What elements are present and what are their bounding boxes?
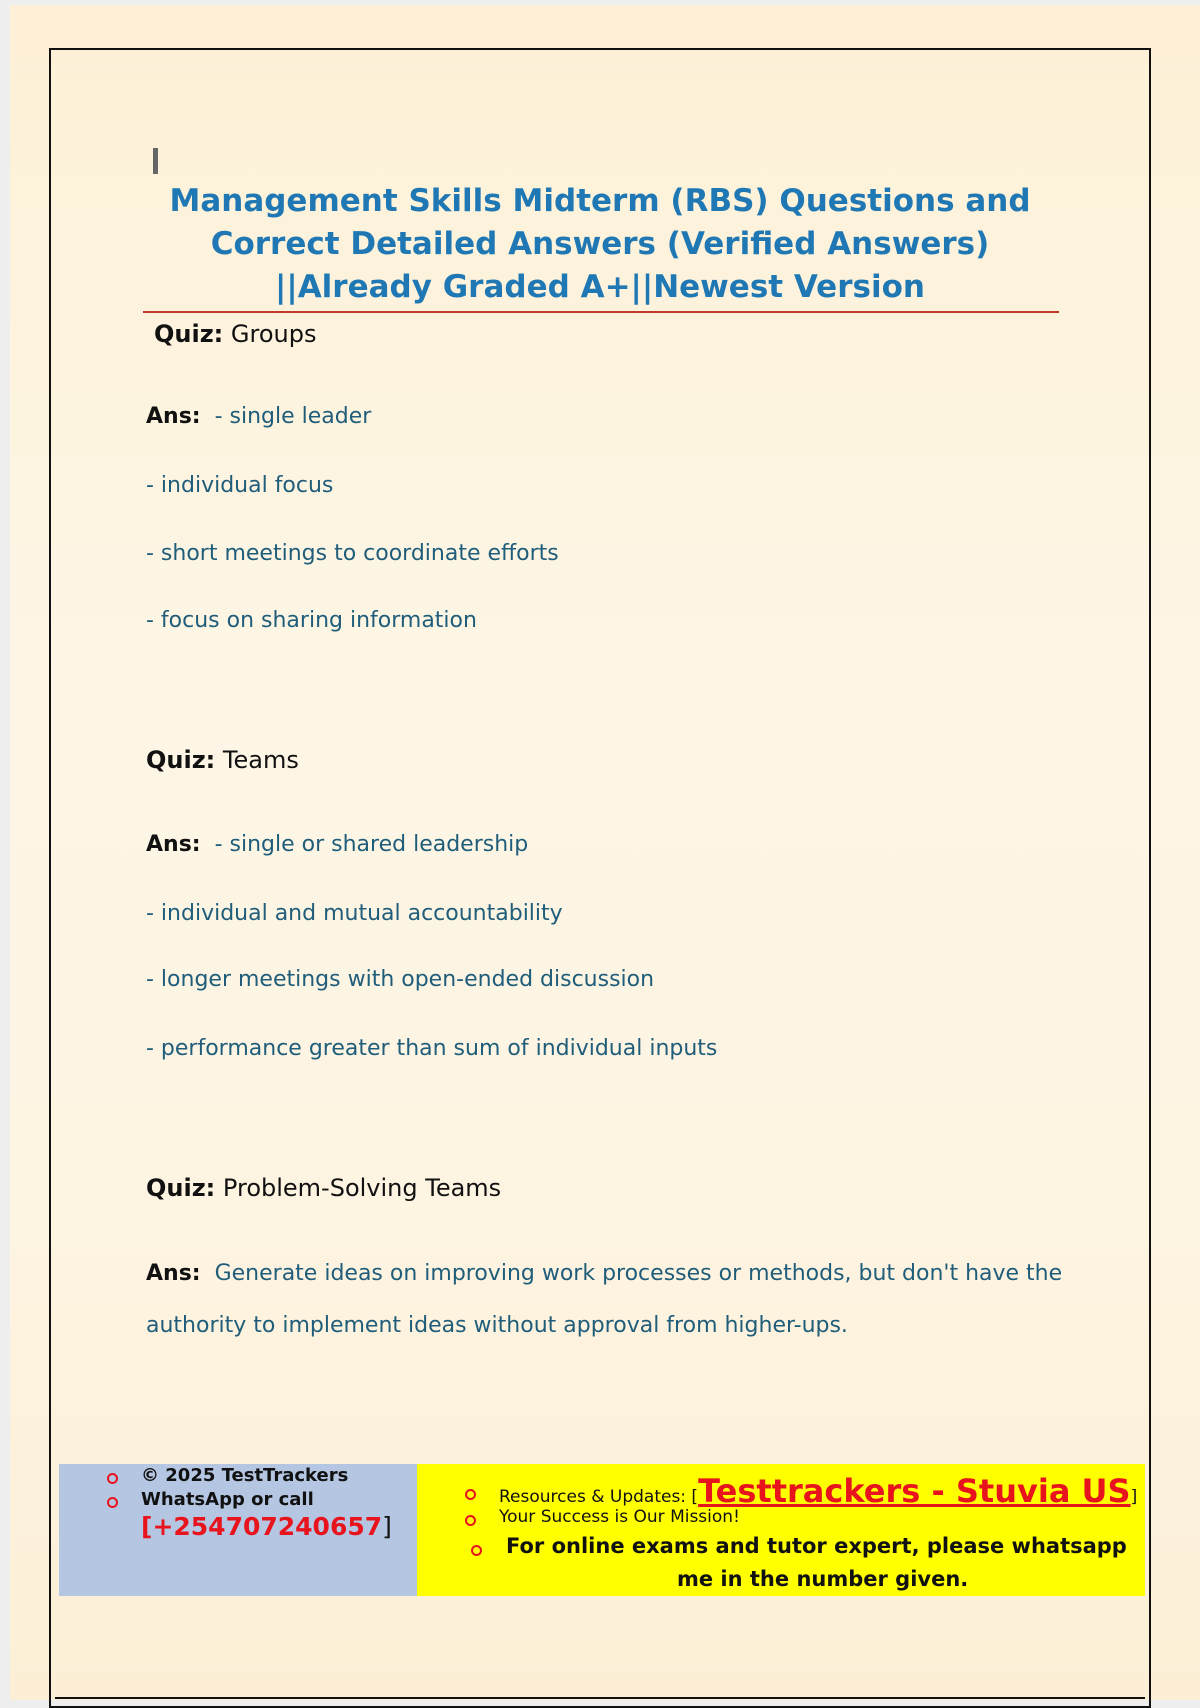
resources-close-bracket: ] xyxy=(1130,1487,1138,1507)
title-line-1: Management Skills Midterm (RBS) Questions and xyxy=(169,183,1031,219)
footer-offer-line-1: For online exams and tutor expert, please whatsapp xyxy=(506,1534,1127,1558)
answer-1-line-4: - focus on sharing information xyxy=(146,608,477,633)
footer-whatsapp-label: WhatsApp or call xyxy=(141,1489,314,1510)
phone-number[interactable]: +254707240657 xyxy=(152,1512,383,1541)
answer-1-first: - single leader xyxy=(214,404,372,429)
bullet-icon xyxy=(107,1497,118,1508)
answer-1-line-1 xyxy=(146,404,371,429)
quiz-label: Quiz: xyxy=(146,746,216,774)
answer-3-text: Generate ideas on improving work processes or methods, but don't have the authority to implement ideas without approval from higher-ups. xyxy=(146,1261,1063,1338)
ans-label: Ans: xyxy=(146,1261,201,1286)
footer-resources xyxy=(499,1472,1137,1510)
answer-2-first: - single or shared leadership xyxy=(214,832,529,857)
ans-label: Ans: xyxy=(146,832,201,857)
title-underline xyxy=(143,311,1059,313)
question-2-text: Teams xyxy=(222,746,299,774)
answer-2-line-4: - performance greater than sum of individual inputs xyxy=(146,1036,718,1061)
question-1-text: Groups xyxy=(230,320,317,348)
question-1 xyxy=(154,320,1114,348)
phone-close-bracket: ] xyxy=(382,1512,392,1541)
document-title xyxy=(150,180,1050,309)
question-2 xyxy=(146,746,1106,774)
bullet-icon xyxy=(107,1473,118,1484)
answer-1-line-3: - short meetings to coordinate efforts xyxy=(146,541,559,566)
stuvia-link[interactable]: Testtrackers - Stuvia US xyxy=(698,1472,1131,1510)
answer-1-line-2: - individual focus xyxy=(146,473,334,498)
question-3-text: Problem-Solving Teams xyxy=(222,1174,502,1202)
bullet-icon xyxy=(471,1545,482,1556)
footer-phone[interactable] xyxy=(141,1512,392,1541)
answer-2-line-2: - individual and mutual accountability xyxy=(146,901,563,926)
title-line-3: ||Already Graded A+||Newest Version xyxy=(275,269,925,305)
title-line-2: Correct Detailed Answers (Verified Answers) xyxy=(210,226,990,262)
answer-3-paragraph xyxy=(146,1248,1066,1352)
answer-2-line-3: - longer meetings with open-ended discussion xyxy=(146,967,655,992)
footer-offer-line-2: me in the number given. xyxy=(677,1567,969,1591)
quiz-label: Quiz: xyxy=(146,1174,216,1202)
quiz-label: Quiz: xyxy=(154,320,224,348)
text-cursor xyxy=(153,148,158,174)
answer-2-line-1 xyxy=(146,832,528,857)
ans-label: Ans: xyxy=(146,404,201,429)
phone-open-bracket: [ xyxy=(141,1512,153,1541)
page-bottom-rule xyxy=(55,1697,1145,1699)
bullet-icon xyxy=(465,1515,476,1526)
footer-copyright: © 2025 TestTrackers xyxy=(141,1465,349,1486)
bullet-icon xyxy=(465,1489,476,1500)
question-3 xyxy=(146,1174,1106,1202)
footer-mission: Your Success is Our Mission! xyxy=(499,1507,740,1527)
resources-label: Resources & Updates: [ xyxy=(499,1487,699,1507)
